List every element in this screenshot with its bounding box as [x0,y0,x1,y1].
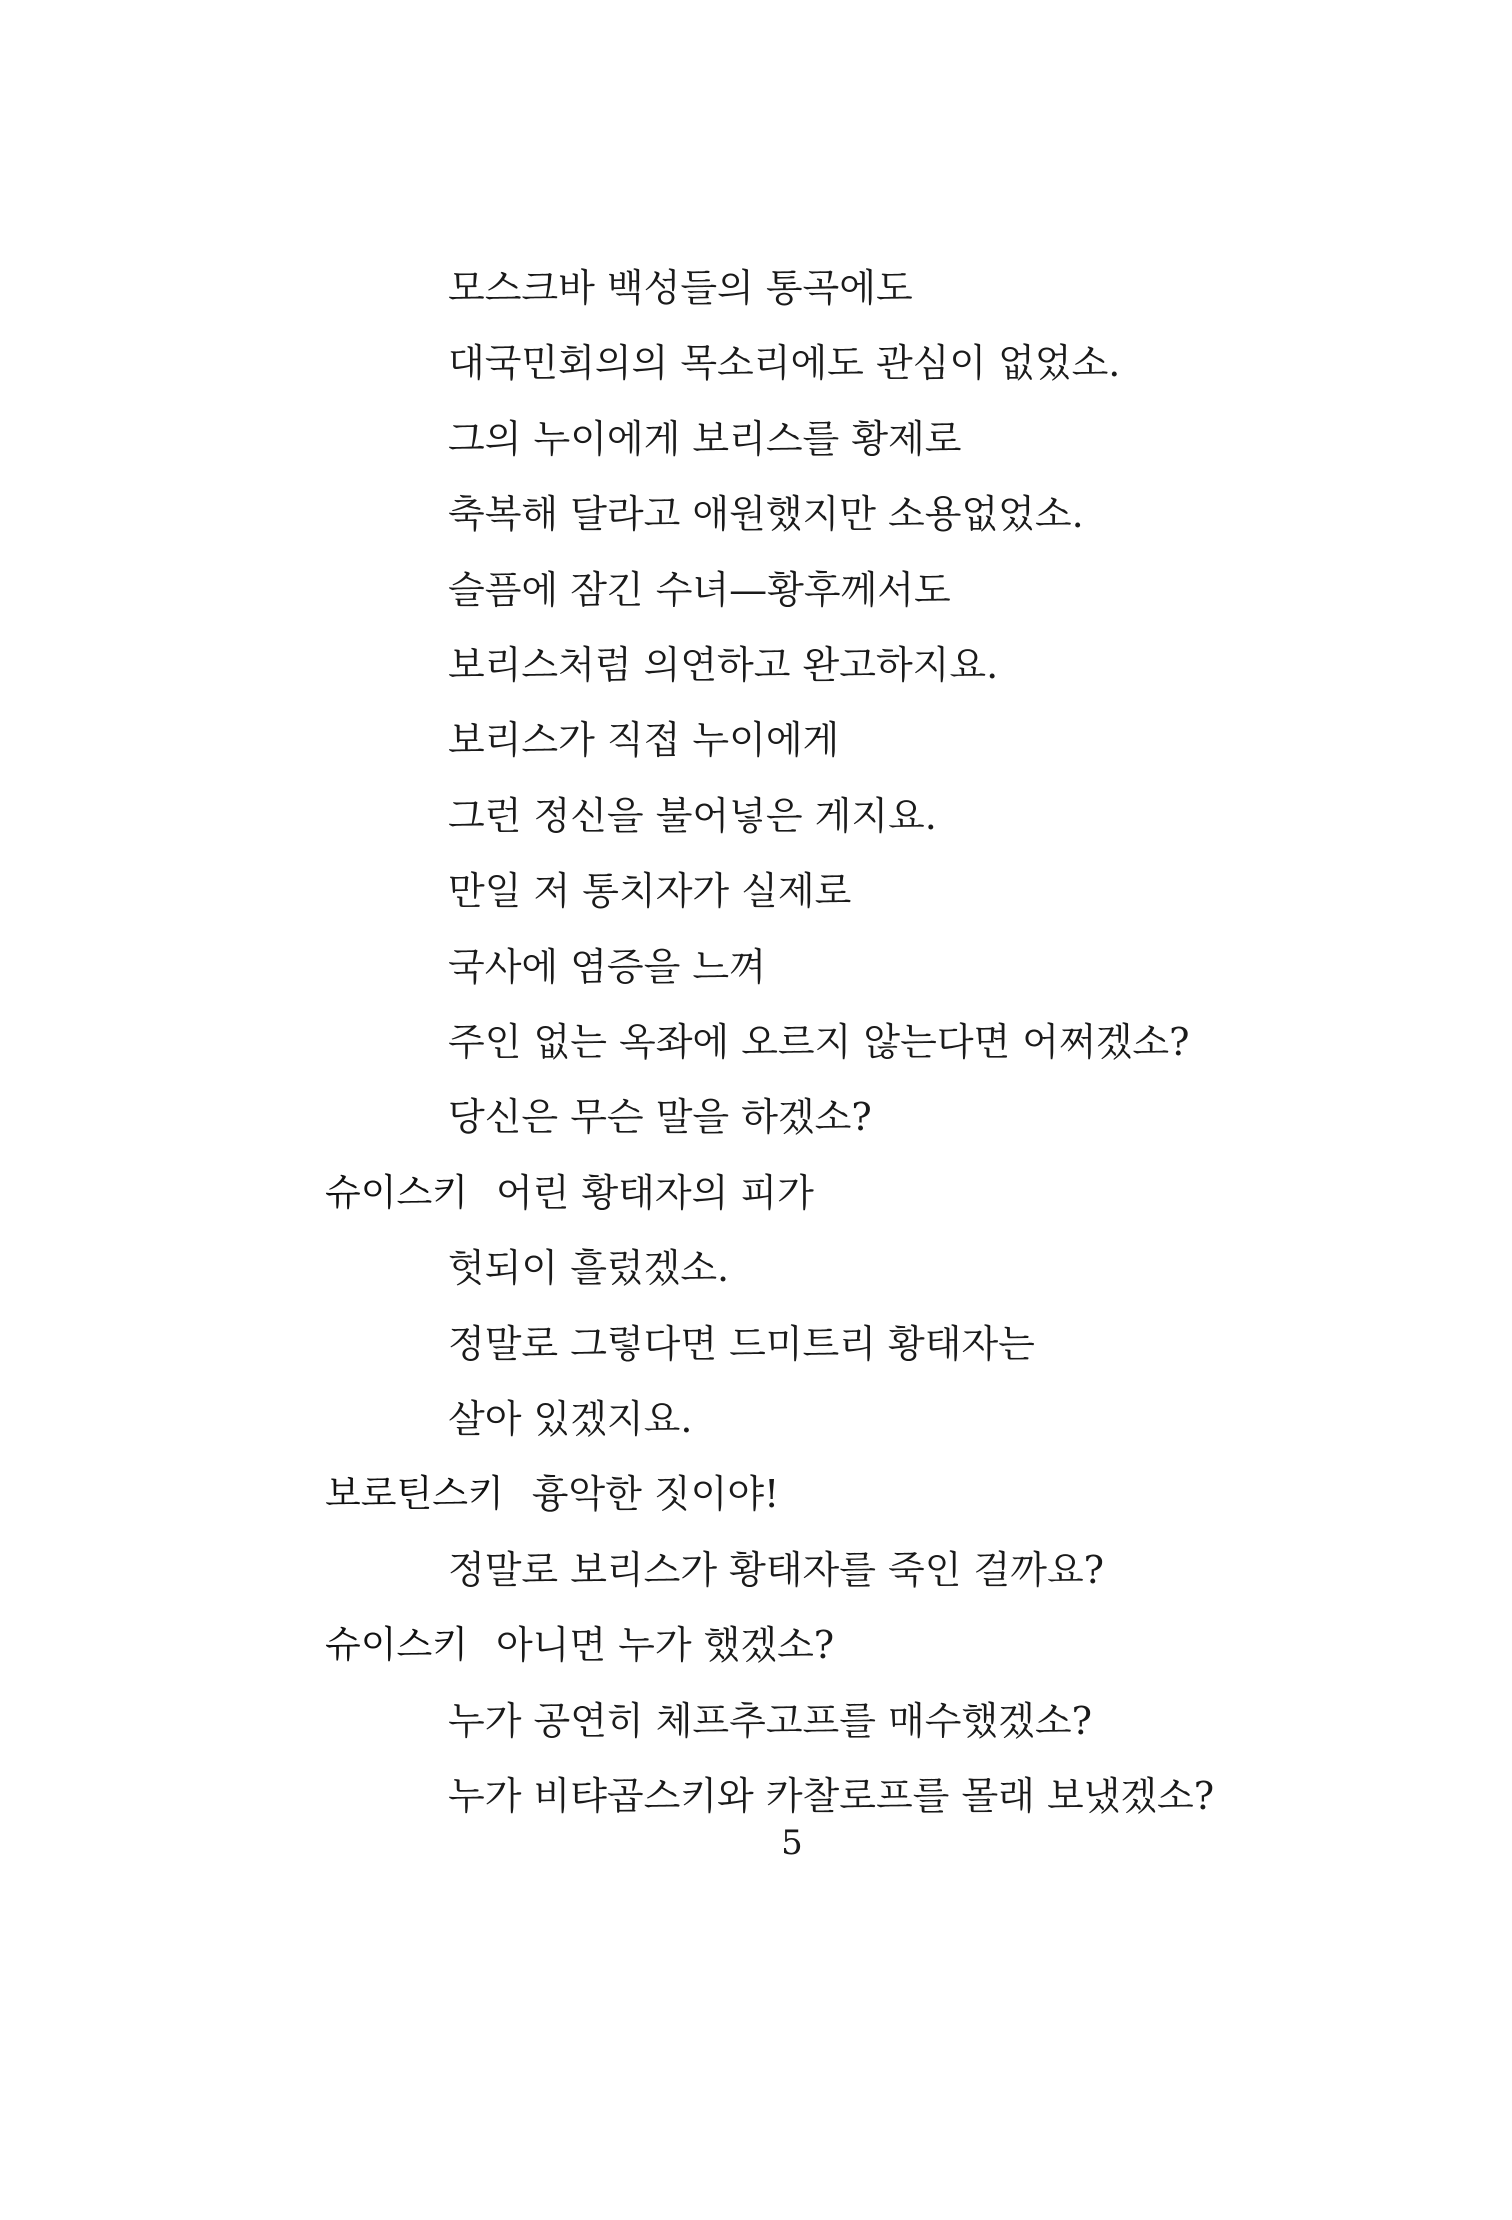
line-text: 축복해 달라고 애원했지만 소용없었소. [448,492,1084,536]
line-text: 흉악한 짓이야! [531,1472,780,1516]
line-text: 그런 정신을 불어넣은 게지요. [448,794,937,838]
line-text: 주인 없는 옥좌에 오르지 않는다면 어쩌겠소? [448,1020,1190,1064]
line-text: 보리스가 직접 누이에게 [448,718,840,762]
speaker-name: 보로틴스키 [325,1472,504,1515]
line-text: 국사에 염증을 느껴 [448,945,766,989]
line-text: 살아 있겠지요. [448,1397,693,1441]
line-text: 모스크바 백성들의 통곡에도 [448,266,913,310]
speaker-name: 슈이스키 [325,1171,468,1214]
line-text: 그의 누이에게 보리스를 황제로 [448,417,962,461]
line-text: 아니면 누가 했겠소? [495,1623,835,1667]
line-text: 정말로 그렇다면 드미트리 황태자는 [448,1322,1035,1366]
line-text: 슬픔에 잠긴 수녀—황후께서도 [448,568,951,612]
line-text: 보리스처럼 의연하고 완고하지요. [448,643,999,687]
line-text: 대국민회의의 목소리에도 관심이 없었소. [448,341,1121,385]
line-text: 누가 비탸곱스키와 카찰로프를 몰래 보냈겠소? [448,1774,1215,1818]
line-text: 당신은 무슨 말을 하겠소? [448,1095,872,1139]
speaker-name: 슈이스키 [325,1623,468,1666]
line-text: 만일 저 통치자가 실제로 [448,869,852,913]
line-text: 정말로 보리스가 황태자를 죽인 걸까요? [448,1548,1105,1592]
page-number: 5 [781,1823,803,1863]
line-text: 헛되이 흘렀겠소. [448,1246,730,1290]
line-text: 어린 황태자의 피가 [495,1171,814,1215]
line-text: 누가 공연히 체프추고프를 매수했겠소? [448,1699,1092,1743]
